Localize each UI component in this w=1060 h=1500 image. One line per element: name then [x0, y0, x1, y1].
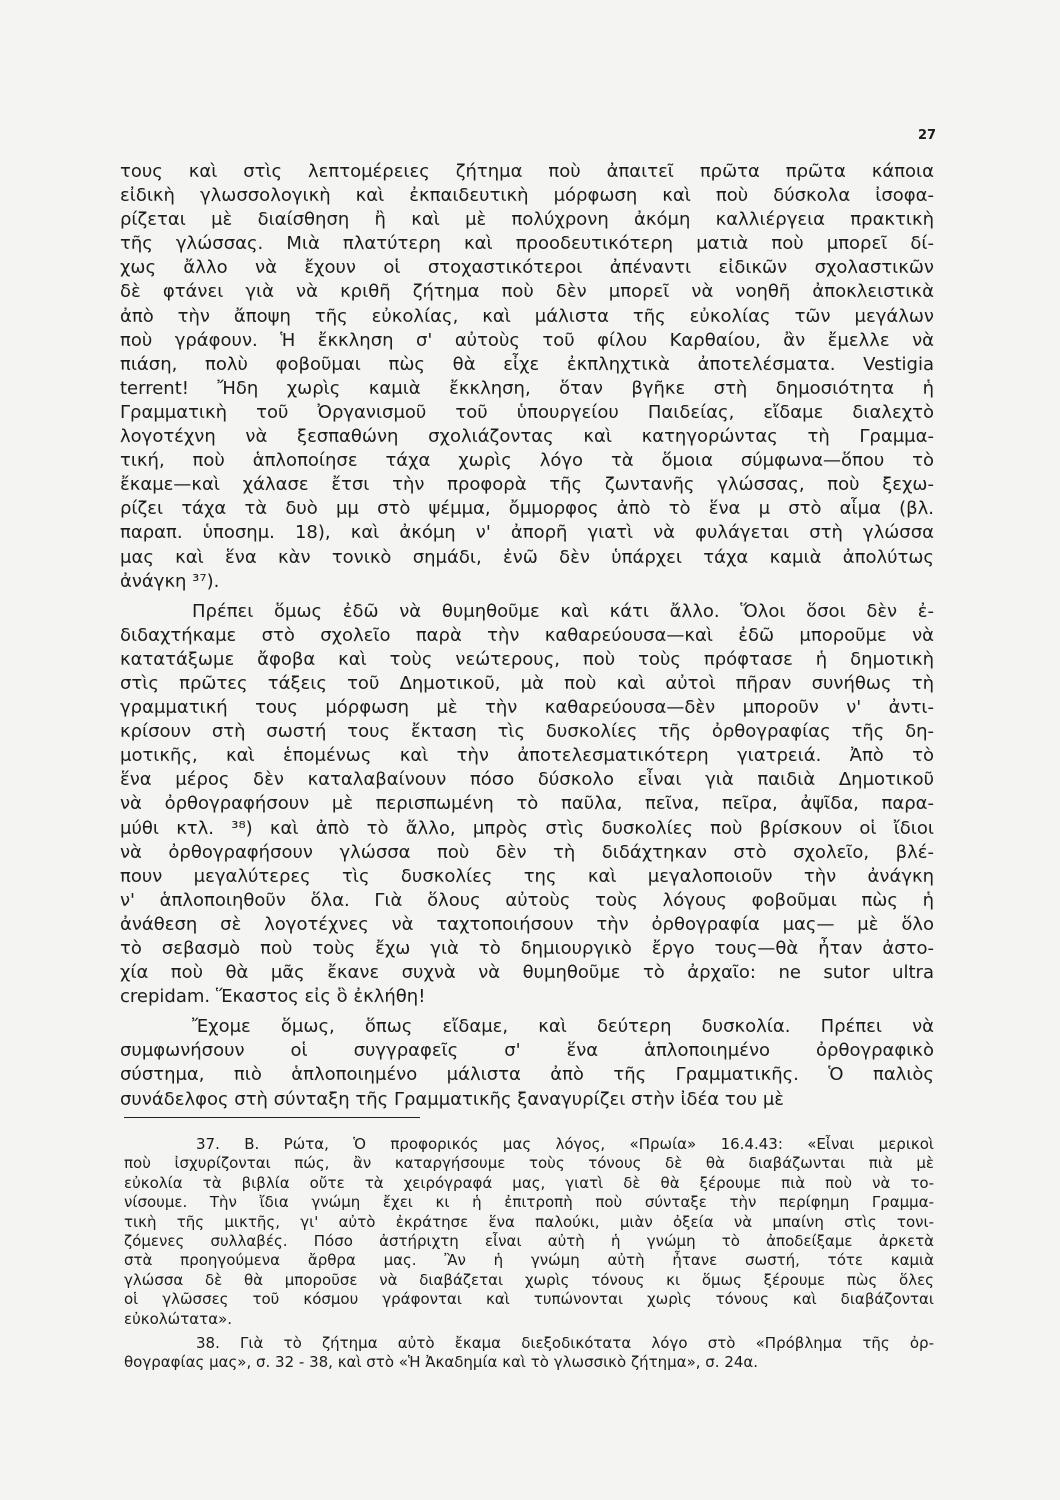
text-line: κατατάξωμε ἄφοβα καὶ τοὺς νεώτερους, ποὺ τοὺς πρόφτασε ἡ δημοτικὴ [120, 648, 934, 670]
text-line: θογραφίας μας», σ. 32 - 38, καὶ στὸ «Ἡ Ἀκαδημία καὶ τὸ γλωσσικὸ ζήτημα», σ. 24α. [124, 1353, 759, 1372]
text-line: 37. Β. Ρώτα, Ὁ προφορικός μας λόγος, «Πρωία» 16.4.43: «Εἶναι μερικοὶ [196, 1135, 934, 1153]
text-line: μοτικῆς, καὶ ἑπομένως καὶ τὴν ἀποτελεσματικότερη γιατρειά. Ἀπὸ τὸ [120, 745, 934, 767]
text-line: διδαχτήκαμε στὸ σχολεῖο παρὰ τὴν καθαρεύουσα—καὶ ἐδῶ μποροῦμε νὰ [120, 624, 934, 646]
text-line: οἱ γλῶσσες τοῦ κόσμου γράφονται καὶ τυπώνονται χωρὶς τόνους καὶ διαβάζονται [124, 1290, 934, 1309]
text-line: Γραμματικὴ τοῦ Ὀργανισμοῦ τοῦ ὑπουργείου Παιδείας, εἴδαμε διαλεχτὸ [120, 401, 934, 423]
text-line: Ἔχομε ὅμως, ὅπως εἴδαμε, καὶ δεύτερη δυσκολία. Πρέπει νὰ [192, 1016, 934, 1038]
text-line: χως ἄλλο νὰ ἔχουν οἱ στοχαστικότεροι ἀπέναντι εἰδικῶν σχολαστικῶν [120, 257, 934, 279]
text-line: ζόμενες συλλαβές. Πόσο ἀστήριχτη εἶναι αὐτὴ ἡ γνώμη τὸ ἀποδείξαμε ἀρκετὰ [124, 1232, 934, 1251]
text-line: ἀνάθεση σὲ λογοτέχνες νὰ ταχτοποιήσουν τὴν ὀρθογραφία μας— μὲ ὅλο [120, 913, 934, 935]
text-line: πουν μεγαλύτερες τὶς δυσκολίες της καὶ μεγαλοποιοῦν τὴν ἀνάγκη [120, 865, 934, 887]
text-line: ἕνα μέρος δὲν καταλαβαίνουν πόσο δύσκολο εἶναι γιὰ παιδιὰ Δημοτικοῦ [120, 769, 934, 791]
text-line: γραμματική τους μόρφωση μὲ τὴν καθαρεύουσα—δὲν μποροῦν ν' ἀντι- [120, 697, 934, 719]
text-line: στὰ προηγούμενα ἄρθρα μας. Ἂν ἡ γνώμη αὐτὴ ἦτανε σωστή, τότε καμιὰ [124, 1251, 934, 1270]
text-line: ποὺ ἰσχυρίζονται πώς, ἂν καταργήσουμε τοὺς τόνους δὲ θὰ διαβάζωνται πιὰ μὲ [124, 1154, 934, 1173]
paragraph [120, 160, 934, 594]
footnote [124, 1135, 934, 1329]
text-line: crepidam. Ἕκαστος εἰς ὃ ἐκλήθη! [120, 986, 426, 1008]
text-line: εἰδικὴ γλωσσολογικὴ καὶ ἐκπαιδευτικὴ μόρφωση καὶ ποὺ δύσκολα ἰσοφα- [120, 185, 934, 207]
text-line: πιάση, πολὺ φοβοῦμαι πὼς θὰ εἶχε ἐκπληχτικὰ ἀποτελέσματα. Vestigia [120, 353, 934, 375]
text-line: ρίζει τάχα τὰ δυὸ μμ στὸ ψέμμα, ὄμμορφος ἀπὸ τὸ ἕνα μ στὸ αἷμα (βλ. [120, 498, 934, 520]
text-line: μύθι κτλ. ³⁸) καὶ ἀπὸ τὸ ἄλλο, μπρὸς στὶς δυσκολίες ποὺ βρίσκουν οἱ ἴδιοι [120, 817, 934, 839]
text-line: ἀνάγκη ³⁷). [120, 570, 220, 592]
text-line: 38. Γιὰ τὸ ζήτημα αὐτὸ ἔκαμα διεξοδικότατα λόγο στὸ «Πρόβλημα τῆς ὀρ- [196, 1334, 934, 1353]
text-line: νὰ ὀρθογραφήσουν μὲ περισπωμένη τὸ παῦλα, πεῖνα, πεῖρα, ἀψῖδα, παρα- [120, 793, 934, 815]
text-line: νὰ ὀρθογραφήσουν γλώσσα ποὺ δὲν τὴ διδάχτηκαν στὸ σχολεῖο, βλέ- [120, 841, 934, 863]
text-line: παραπ. ὑποσημ. 18), καὶ ἀκόμη ν' ἀπορῆ γιατὶ νὰ φυλάγεται στὴ γλώσσα [120, 522, 934, 544]
text-line: ρίζεται μὲ διαίσθηση ἢ καὶ μὲ πολύχρονη ἀκόμη καλλιέργεια πρακτικὴ [120, 209, 934, 231]
footnote-divider [124, 1117, 420, 1118]
footnote [124, 1334, 934, 1373]
paragraph [120, 600, 934, 1010]
text-line: ἀπὸ τὴν ἄποψη τῆς εὐκολίας, καὶ μάλιστα τῆς εὐκολίας τῶν μεγάλων [120, 305, 934, 327]
text-line: δὲ φτάνει γιὰ νὰ κριθῆ ζήτημα ποὺ δὲν μπορεῖ νὰ νοηθῆ ἀποκλειστικὰ [120, 281, 934, 303]
text-line: τικὴ τῆς μικτῆς, γι' αὐτὸ ἐκράτησε ἕνα παλούκι, μιὰν ὀξεία νὰ μπαίνη στὶς τονι- [124, 1212, 934, 1231]
text-line: τική, ποὺ ἁπλοποίησε τάχα χωρὶς λόγο τὰ ὅμοια σύμφωνα—ὅπου τὸ [120, 450, 934, 472]
text-line: σύστημα, πιὸ ἁπλοποιημένο μάλιστα ἀπὸ τῆς Γραμματικῆς. Ὁ παλιὸς [120, 1064, 934, 1086]
text-line: terrent! Ἤδη χωρὶς καμιὰ ἔκκληση, ὅταν βγῆκε στὴ δημοσιότητα ἡ [120, 377, 934, 399]
text-line: νίσουμε. Τὴν ἴδια γνώμη ἔχει κι ἡ ἐπιτροπὴ ποὺ σύνταξε τὴν περίφημη Γραμμα- [124, 1193, 934, 1212]
text-line: γλώσσα δὲ θὰ μποροῦσε νὰ διαβάζεται χωρὶς τόνους κι ὅμως ξέρουμε πὼς ὅλες [124, 1270, 934, 1289]
text-line: τῆς γλώσσας. Μιὰ πλατύτερη καὶ προοδευτικότερη ματιὰ ποὺ μπορεῖ δί- [120, 233, 934, 255]
text-line: στὶς πρῶτες τάξεις τοῦ Δημοτικοῦ, μὰ ποὺ καὶ αὐτοὶ πῆραν συνήθως τὴ [120, 672, 934, 694]
text-line: εὐκολία τὰ βιβλία οὔτε τὰ χειρόγραφά μας, γιατὶ δὲ θὰ ξέρουμε πιὰ ποὺ νὰ το- [124, 1173, 934, 1192]
text-line: κρίσουν στὴ σωστή τους ἔκταση τὶς δυσκολίες τῆς ὀρθογραφίας τῆς δη- [120, 721, 934, 743]
page-number: 27 [918, 128, 937, 143]
text-line: συμφωνήσουν οἱ συγγραφεῖς σ' ἕνα ἁπλοποιημένο ὀρθογραφικὸ [120, 1040, 934, 1062]
text-line: εὐκολώτατα». [124, 1309, 233, 1328]
footnotes [124, 1135, 934, 1373]
paragraph [120, 1015, 934, 1111]
body-text [120, 160, 934, 1112]
text-line: Πρέπει ὅμως ἐδῶ νὰ θυμηθοῦμε καὶ κάτι ἄλλο. Ὅλοι ὅσοι δὲν ἐ- [192, 600, 934, 622]
text-line: συνάδελφος στὴ σύνταξη τῆς Γραμματικῆς ξαναγυρίζει στὴν ἰδέα του μὲ [120, 1088, 785, 1110]
text-line: ποὺ γράφουν. Ἡ ἔκκληση σ' αὐτοὺς τοῦ φίλου Καρθαίου, ἂν ἔμελλε νὰ [120, 329, 934, 351]
text-line: χία ποὺ θὰ μᾶς ἔκανε συχνὰ νὰ θυμηθοῦμε τὸ ἀρχαῖο: ne sutor ultra [120, 962, 934, 984]
text-line: ἔκαμε—καὶ χάλασε ἔτσι τὴν προφορὰ τῆς ζωντανῆς γλώσσας, ποὺ ξεχω- [120, 474, 934, 496]
text-line: ν' ἁπλοποιηθοῦν ὅλα. Γιὰ ὅλους αὐτοὺς τοὺς λόγους φοβοῦμαι πὼς ἡ [120, 889, 934, 911]
text-line: τους καὶ στὶς λεπτομέρειες ζήτημα ποὺ ἀπαιτεῖ πρῶτα πρῶτα κάποια [120, 161, 934, 182]
text-line: λογοτέχνη νὰ ξεσπαθώνη σχολιάζοντας καὶ κατηγορώντας τὴ Γραμμα- [120, 426, 934, 448]
text-line: τὸ σεβασμὸ ποὺ τοὺς ἔχω γιὰ τὸ δημιουργικὸ ἔργο τους—θὰ ἦταν ἀστο- [120, 938, 934, 959]
text-line: μας καὶ ἕνα κὰν τονικὸ σημάδι, ἐνῶ δὲν ὑπάρχει τάχα καμιὰ ἀπολύτως [120, 546, 934, 568]
